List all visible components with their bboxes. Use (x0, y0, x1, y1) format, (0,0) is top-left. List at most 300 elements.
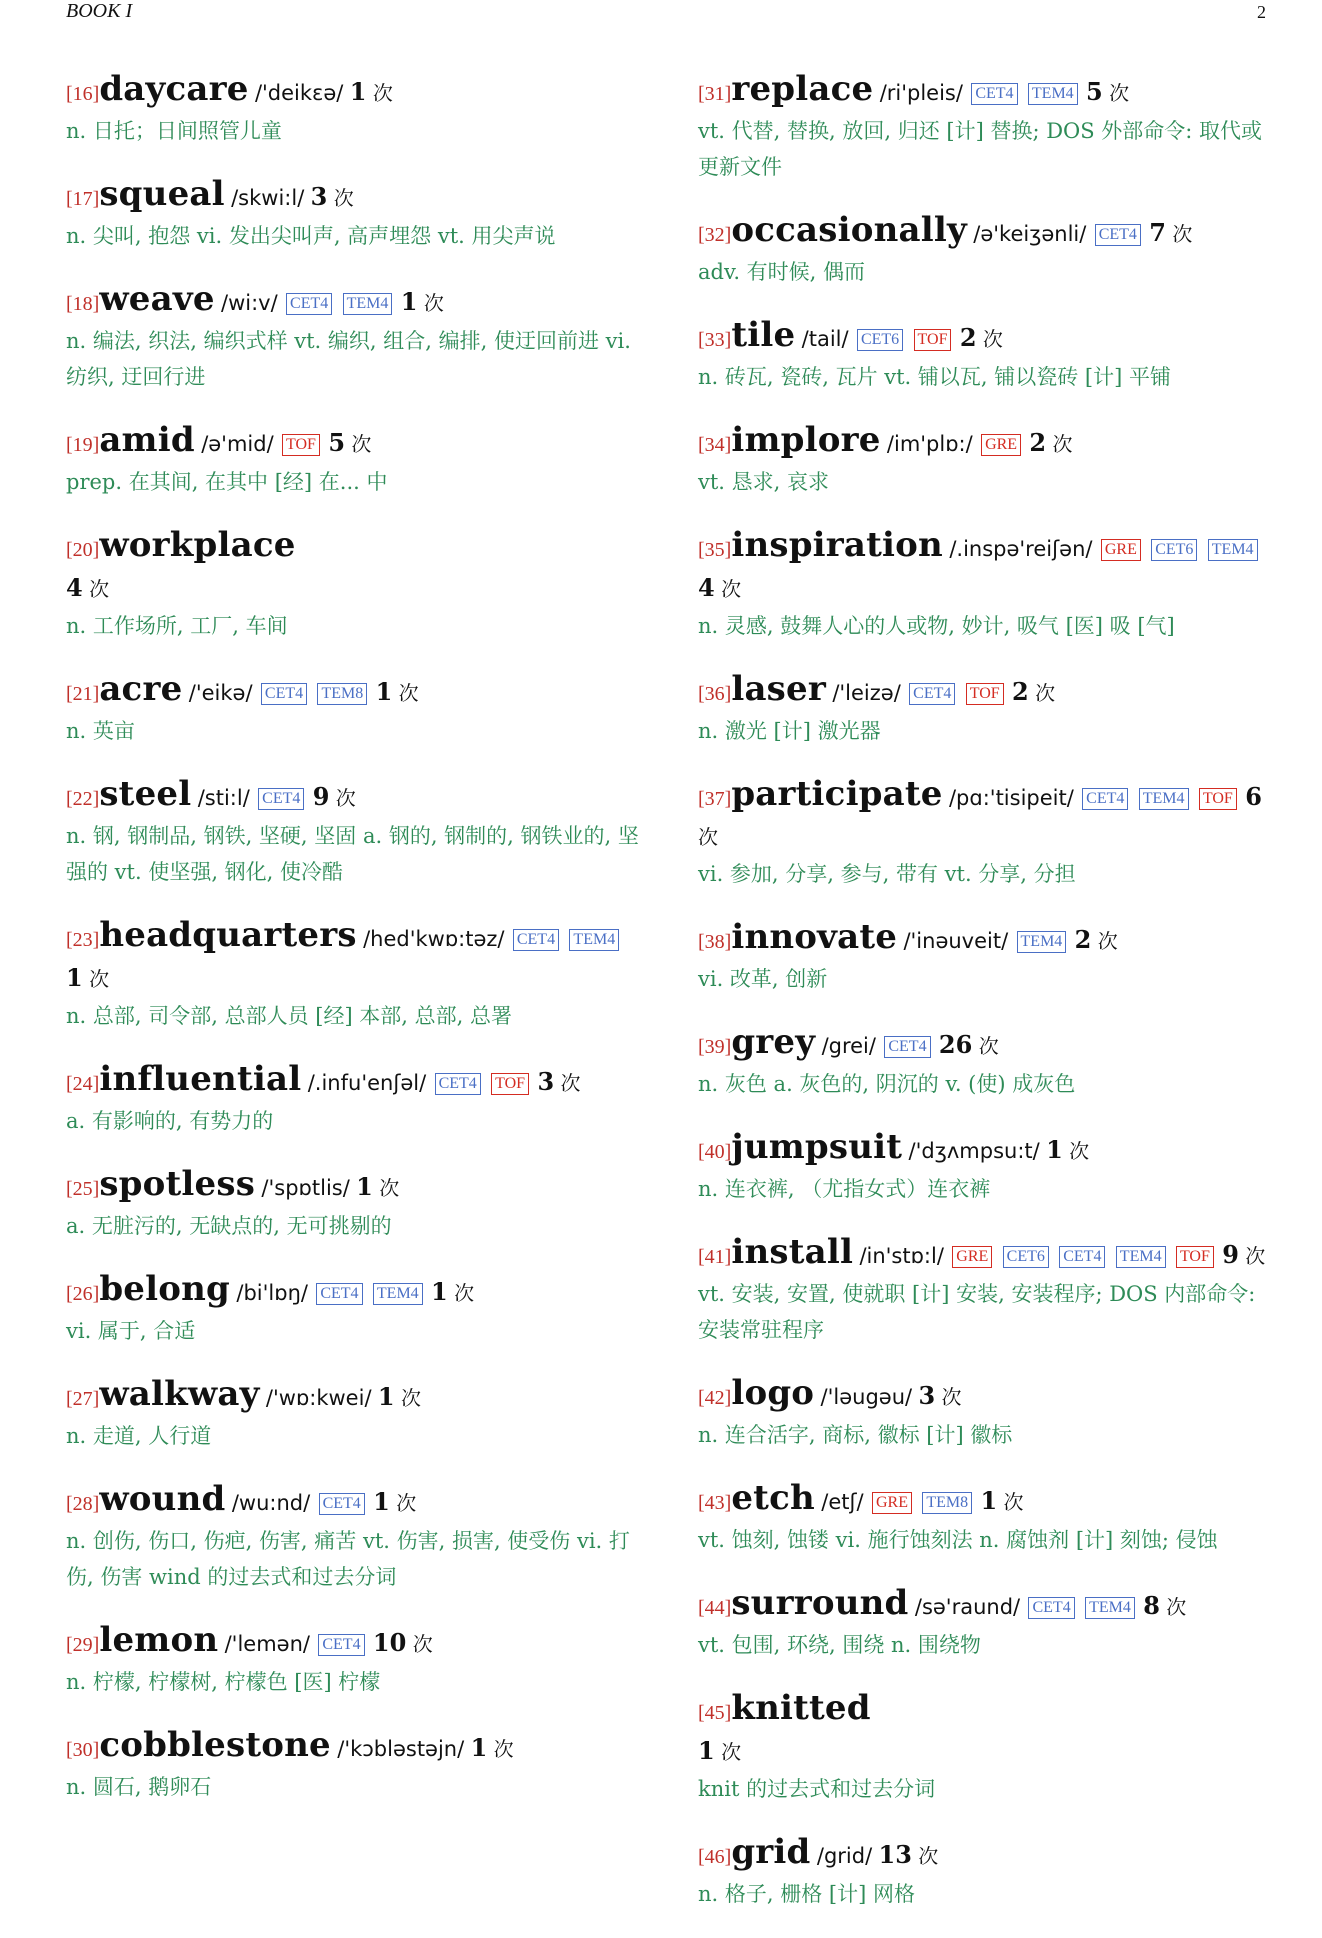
frequency-count (431, 1277, 475, 1306)
definition: vi. 属于, 合适 (66, 1319, 196, 1343)
definition: adv. 有时候, 偶而 (698, 260, 866, 284)
entry-headline (698, 526, 1270, 608)
entry-index: [41] (698, 1246, 732, 1268)
entry-index: [34] (698, 434, 732, 456)
count-unit: 次 (982, 327, 1003, 351)
count-unit: 次 (493, 1737, 514, 1761)
vocab-entry (698, 211, 1270, 290)
entry-headline (698, 316, 1270, 359)
entry-headline (698, 1479, 1270, 1522)
left-column (66, 70, 640, 1831)
count-unit: 次 (721, 577, 742, 601)
count-unit: 次 (89, 967, 110, 991)
count-unit: 次 (89, 577, 110, 601)
frequency-count (470, 1733, 514, 1762)
count-number: 3 (537, 1067, 555, 1096)
vocab-entry (66, 70, 640, 149)
vocab-entry (698, 421, 1270, 500)
count-unit: 次 (412, 1632, 433, 1656)
entry-index: [18] (66, 293, 100, 315)
count-unit: 次 (1109, 81, 1130, 105)
headword: headquarters (99, 915, 357, 955)
frequency-count (1074, 925, 1118, 954)
entry-headline (66, 1480, 640, 1523)
vocab-entry (66, 1621, 640, 1700)
headword: walkway (99, 1374, 260, 1414)
exam-tag: CET6 (857, 329, 903, 351)
count-number: 10 (372, 1628, 407, 1657)
exam-tag: CET4 (1059, 1246, 1105, 1268)
headword: grid (731, 1832, 811, 1872)
exam-tag: GRE (872, 1492, 912, 1514)
headword: steel (99, 774, 192, 814)
vocab-entry (66, 421, 640, 500)
entry-headline (66, 1621, 640, 1664)
headword: cobblestone (99, 1725, 331, 1765)
headword: implore (731, 420, 881, 460)
phonetic: /wu:nd/ (231, 1491, 311, 1515)
definition: n. 日托；日间照管儿童 (66, 119, 282, 143)
headword: surround (731, 1583, 909, 1623)
phonetic: /grei/ (821, 1034, 876, 1058)
entry-index: [31] (698, 83, 732, 105)
definition: n. 连衣裤, （尤指女式）连衣裤 (698, 1177, 991, 1201)
count-number: 1 (375, 677, 393, 706)
entry-index: [23] (66, 929, 100, 951)
vocab-entry (66, 1375, 640, 1454)
phonetic: /'eikə/ (188, 681, 253, 705)
definition: n. 激光 [计] 激光器 (698, 719, 881, 743)
page-header (66, 0, 1266, 30)
vocab-entry (66, 916, 640, 1034)
count-number: 2 (959, 323, 977, 352)
frequency-count (1046, 1135, 1090, 1164)
entry-index: [36] (698, 683, 732, 705)
entry-headline (698, 70, 1270, 113)
count-number: 9 (312, 782, 330, 811)
exam-tag: TOF (491, 1073, 529, 1095)
entry-index: [46] (698, 1846, 732, 1868)
vocab-entry (66, 1165, 640, 1244)
vocab-entry (66, 526, 640, 644)
entry-index: [30] (66, 1739, 100, 1761)
frequency-count (375, 677, 419, 706)
count-unit: 次 (335, 786, 356, 810)
count-unit: 次 (918, 1844, 939, 1868)
headword: belong (99, 1269, 231, 1309)
phonetic: /'ləugəu/ (820, 1385, 913, 1409)
entry-headline (698, 1689, 1270, 1771)
definition: n. 连合活字, 商标, 徽标 [计] 徽标 (698, 1423, 1013, 1447)
count-unit: 次 (398, 681, 419, 705)
frequency-count (312, 782, 356, 811)
headword: daycare (99, 69, 249, 109)
frequency-count (1222, 1240, 1266, 1269)
count-unit: 次 (372, 81, 393, 105)
count-unit: 次 (698, 825, 718, 849)
definition: n. 砖瓦, 瓷砖, 瓦片 vt. 铺以瓦, 铺以瓷砖 [计] 平铺 (698, 365, 1171, 389)
headword: innovate (731, 917, 898, 957)
entry-headline (66, 670, 640, 713)
exam-tag: TEM4 (1208, 539, 1258, 561)
entry-headline (66, 70, 640, 113)
entry-index: [37] (698, 788, 732, 810)
exam-tag: TEM4 (569, 929, 619, 951)
entry-index: [24] (66, 1073, 100, 1095)
phonetic: /wi:v/ (221, 291, 278, 315)
count-number: 9 (1222, 1240, 1239, 1269)
count-unit: 次 (396, 1491, 417, 1515)
exam-tag: CET4 (435, 1073, 481, 1095)
frequency-count (1086, 77, 1130, 106)
definition: vt. 包围, 环绕, 围绕 n. 围绕物 (698, 1633, 981, 1657)
count-unit: 次 (423, 291, 444, 315)
exam-tag: CET4 (909, 683, 955, 705)
count-unit: 次 (1052, 432, 1073, 456)
frequency-count (373, 1487, 417, 1516)
count-unit: 次 (560, 1071, 581, 1095)
entry-index: [38] (698, 931, 732, 953)
phonetic: /im'plɒ:/ (886, 432, 973, 456)
count-unit: 次 (1097, 929, 1118, 953)
definition: n. 柠檬, 柠檬树, 柠檬色 [医] 柠檬 (66, 1670, 381, 1694)
entry-index: [44] (698, 1597, 732, 1619)
entry-index: [17] (66, 188, 100, 210)
frequency-count (310, 182, 354, 211)
exam-tag: TOF (966, 683, 1004, 705)
headword: lemon (99, 1620, 219, 1660)
vocab-entry (698, 1833, 1270, 1912)
exam-tag: TEM4 (1116, 1246, 1166, 1268)
count-number: 1 (400, 287, 418, 316)
headword: spotless (99, 1164, 256, 1204)
headword: etch (731, 1478, 815, 1518)
definition: vt. 恳求, 哀求 (698, 470, 830, 494)
frequency-count (918, 1381, 962, 1410)
frequency-count (698, 1736, 742, 1765)
frequency-count (1143, 1591, 1187, 1620)
exam-tag: CET4 (286, 293, 332, 315)
exam-tag: CET4 (319, 1493, 365, 1515)
count-unit: 次 (1069, 1139, 1090, 1163)
headword: occasionally (731, 210, 967, 250)
phonetic: /'dʒʌmpsu:t/ (908, 1139, 1040, 1163)
count-number: 1 (698, 1736, 715, 1765)
headword: amid (99, 420, 195, 460)
headword: jumpsuit (731, 1127, 903, 1167)
entry-index: [22] (66, 788, 100, 810)
entry-headline (66, 1165, 640, 1208)
phonetic: /ə'keiʒənli/ (973, 222, 1087, 246)
frequency-count (66, 573, 110, 602)
entry-index: [39] (698, 1036, 732, 1058)
exam-tag: CET4 (261, 683, 307, 705)
count-unit: 次 (941, 1385, 962, 1409)
count-unit: 次 (1166, 1595, 1187, 1619)
headword: wound (99, 1479, 226, 1519)
book-title: BOOK I (66, 0, 133, 22)
exam-tag: CET4 (1082, 788, 1128, 810)
count-unit: 次 (978, 1034, 999, 1058)
exam-tag: CET6 (1151, 539, 1197, 561)
vocab-entry (66, 175, 640, 254)
headword: logo (731, 1373, 815, 1413)
count-number: 1 (377, 1382, 395, 1411)
definition: vi. 参加, 分享, 参与, 带有 vt. 分享, 分担 (698, 862, 1076, 886)
vocab-entry (66, 1726, 640, 1805)
headword: tile (731, 315, 796, 355)
count-number: 6 (1245, 782, 1262, 811)
frequency-count (400, 287, 444, 316)
frequency-count (377, 1382, 421, 1411)
entry-headline (66, 280, 640, 323)
definition: n. 尖叫, 抱怨 vi. 发出尖叫声, 高声埋怨 vt. 用尖声说 (66, 224, 556, 248)
frequency-count (1029, 428, 1073, 457)
count-unit: 次 (1003, 1490, 1024, 1514)
entry-index: [45] (698, 1702, 732, 1724)
count-number: 7 (1149, 218, 1166, 247)
headword: squeal (99, 174, 225, 214)
headword: knitted (731, 1688, 871, 1728)
exam-tag: TEM4 (1085, 1597, 1135, 1619)
vocab-entry (66, 280, 640, 395)
headword: laser (731, 669, 826, 709)
entry-headline (66, 775, 640, 818)
count-number: 26 (938, 1030, 973, 1059)
definition: n. 灵感, 鼓舞人心的人或物, 妙计, 吸气 [医] 吸 [气] (698, 614, 1175, 638)
count-number: 2 (1029, 428, 1047, 457)
exam-tag: TOF (914, 329, 952, 351)
headword: replace (731, 69, 874, 109)
headword: workplace (99, 525, 296, 565)
count-number: 3 (310, 182, 328, 211)
entry-index: [42] (698, 1387, 732, 1409)
phonetic: /tail/ (801, 327, 849, 351)
frequency-count (349, 77, 393, 106)
exam-tag: CET4 (1028, 1597, 1074, 1619)
count-number: 1 (431, 1277, 448, 1306)
headword: influential (99, 1059, 302, 1099)
vocab-entry (698, 1023, 1270, 1102)
entry-headline (66, 421, 640, 464)
entry-headline (698, 670, 1270, 713)
entry-headline (698, 421, 1270, 464)
frequency-count (66, 963, 110, 992)
entry-headline (66, 526, 640, 608)
frequency-count (1149, 218, 1193, 247)
phonetic: /etʃ/ (821, 1490, 864, 1514)
headword: weave (99, 279, 215, 319)
entry-index: [33] (698, 329, 732, 351)
entry-headline (66, 175, 640, 218)
entry-index: [20] (66, 539, 100, 561)
vocab-entry (698, 1233, 1270, 1348)
definition: n. 格子, 栅格 [计] 网格 (698, 1882, 915, 1906)
count-number: 1 (66, 963, 83, 992)
phonetic: /'spɒtlis/ (261, 1176, 350, 1200)
entry-index: [21] (66, 683, 100, 705)
exam-tag: TEM8 (922, 1492, 972, 1514)
entry-index: [28] (66, 1493, 100, 1515)
vocab-entry (66, 670, 640, 749)
exam-tag: GRE (1101, 539, 1141, 561)
phonetic: /.inspə'reiʃən/ (949, 537, 1093, 561)
exam-tag: TOF (1199, 788, 1237, 810)
vocab-entry (698, 918, 1270, 997)
frequency-count (537, 1067, 581, 1096)
definition: n. 钢, 钢制品, 钢铁, 坚硬, 坚固 a. 钢的, 钢制的, 钢铁业的, 坚强的 vt. 使坚强, 钢化, 使冷酷 (66, 824, 639, 884)
exam-tag: TEM4 (1017, 931, 1067, 953)
count-unit: 次 (1172, 222, 1193, 246)
count-number: 1 (356, 1172, 373, 1201)
vocab-entry (66, 1480, 640, 1595)
definition: vt. 安装, 安置, 使就职 [计] 安装, 安装程序; DOS 内部命令: 安装常驻程序 (698, 1282, 1256, 1342)
entry-index: [40] (698, 1141, 732, 1163)
entry-headline (66, 916, 640, 998)
phonetic: /in'stɒ:l/ (859, 1244, 944, 1268)
exam-tag: GRE (981, 434, 1021, 456)
count-number: 2 (1012, 677, 1029, 706)
frequency-count (938, 1030, 999, 1059)
entry-index: [25] (66, 1178, 100, 1200)
exam-tag: CET4 (884, 1036, 930, 1058)
frequency-count (1012, 677, 1056, 706)
definition: n. 工作场所, 工厂, 车间 (66, 614, 288, 638)
entry-index: [16] (66, 83, 100, 105)
entry-headline (66, 1060, 640, 1103)
exam-tag: TEM8 (317, 683, 367, 705)
vocab-entry (698, 1584, 1270, 1663)
vocab-entry (698, 1689, 1270, 1807)
count-number: 2 (1074, 925, 1092, 954)
frequency-count (959, 323, 1003, 352)
phonetic: /'kɔbləstəjn/ (337, 1737, 465, 1761)
right-column (698, 70, 1270, 1938)
entry-headline (698, 211, 1270, 254)
vocab-entry (698, 526, 1270, 644)
count-number: 1 (1046, 1135, 1063, 1164)
phonetic: /'lemən/ (224, 1632, 310, 1656)
count-unit: 次 (400, 1386, 421, 1410)
entry-headline (66, 1375, 640, 1418)
definition: a. 有影响的, 有势力的 (66, 1109, 274, 1133)
vocab-entry (698, 670, 1270, 749)
phonetic: /bi'lɒŋ/ (236, 1281, 308, 1305)
exam-tag: CET4 (318, 1634, 364, 1656)
frequency-count (372, 1628, 433, 1657)
phonetic: /sti:l/ (197, 786, 250, 810)
definition: n. 英亩 (66, 719, 135, 743)
count-unit: 次 (721, 1740, 742, 1764)
exam-tag: GRE (952, 1246, 992, 1268)
count-number: 1 (470, 1733, 488, 1762)
exam-tag: CET4 (1095, 224, 1141, 246)
exam-tag: TOF (1176, 1246, 1214, 1268)
entry-index: [29] (66, 1634, 100, 1656)
definition: n. 创伤, 伤口, 伤疤, 伤害, 痛苦 vt. 伤害, 损害, 使受伤 vi. 打伤, 伤害 wind 的过去式和过去分词 (66, 1529, 630, 1589)
vocab-entry (698, 1374, 1270, 1453)
count-unit: 次 (1035, 681, 1056, 705)
exam-tag: CET6 (1003, 1246, 1049, 1268)
definition: n. 总部, 司令部, 总部人员 [经] 本部, 总部, 总署 (66, 1004, 513, 1028)
phonetic: /'leizə/ (832, 681, 901, 705)
phonetic: /grid/ (816, 1844, 873, 1868)
phonetic: /sə'raund/ (914, 1595, 1021, 1619)
entry-headline (698, 1233, 1270, 1276)
vocab-entry (698, 1479, 1270, 1558)
exam-tag: TEM4 (343, 293, 393, 315)
count-unit: 次 (1245, 1244, 1266, 1268)
phonetic: /skwi:l/ (231, 186, 305, 210)
count-number: 1 (349, 77, 367, 106)
frequency-count (698, 573, 742, 602)
entry-headline (698, 1584, 1270, 1627)
count-number: 5 (328, 428, 346, 457)
exam-tag: TOF (282, 434, 320, 456)
phonetic: /.infu'enʃəl/ (307, 1071, 427, 1095)
frequency-count (328, 428, 372, 457)
exam-tag: TEM4 (1028, 83, 1078, 105)
exam-tag: CET4 (316, 1283, 362, 1305)
phonetic: /'inəuveit/ (903, 929, 1009, 953)
entry-headline (698, 918, 1270, 961)
headword: grey (731, 1022, 816, 1062)
count-number: 13 (878, 1840, 912, 1869)
entry-index: [19] (66, 434, 100, 456)
entry-index: [27] (66, 1388, 100, 1410)
entry-index: [43] (698, 1492, 732, 1514)
count-number: 4 (66, 573, 83, 602)
definition: a. 无脏污的, 无缺点的, 无可挑剔的 (66, 1214, 392, 1238)
count-number: 3 (918, 1381, 936, 1410)
exam-tag: TEM4 (1139, 788, 1189, 810)
entry-index: [26] (66, 1283, 100, 1305)
exam-tag: CET4 (258, 788, 304, 810)
phonetic: /ri'pleis/ (879, 81, 963, 105)
definition: vt. 蚀刻, 蚀镂 vi. 施行蚀刻法 n. 腐蚀剂 [计] 刻蚀; 侵蚀 (698, 1528, 1218, 1552)
phonetic: /'deikɛə/ (254, 81, 344, 105)
frequency-count (356, 1172, 400, 1201)
phonetic: /hed'kwɒ:təz/ (363, 927, 505, 951)
entry-headline (698, 1128, 1270, 1171)
definition: vi. 改革, 创新 (698, 967, 828, 991)
vocab-entry (66, 775, 640, 890)
exam-tag: TEM4 (373, 1283, 423, 1305)
count-unit: 次 (333, 186, 354, 210)
definition: knit 的过去式和过去分词 (698, 1777, 936, 1801)
page-number: 2 (1257, 2, 1266, 22)
frequency-count (980, 1486, 1024, 1515)
count-number: 1 (980, 1486, 998, 1515)
count-unit: 次 (379, 1176, 400, 1200)
definition: n. 编法, 织法, 编织式样 vt. 编织, 组合, 编排, 使迂回前进 vi. 纺织, 迂回行进 (66, 329, 631, 389)
vocab-entry (66, 1270, 640, 1349)
headword: inspiration (731, 525, 943, 565)
exam-tag: CET4 (513, 929, 559, 951)
count-number: 4 (698, 573, 715, 602)
entry-headline (698, 1023, 1270, 1066)
count-number: 1 (373, 1487, 390, 1516)
entry-headline (66, 1726, 640, 1769)
entry-index: [32] (698, 224, 732, 246)
definition: n. 走道, 人行道 (66, 1424, 212, 1448)
phonetic: /pɑ:'tisipeit/ (948, 786, 1074, 810)
headword: install (731, 1232, 854, 1272)
count-unit: 次 (454, 1281, 475, 1305)
entry-headline (698, 1374, 1270, 1417)
entry-index: [35] (698, 539, 732, 561)
vocab-entry (698, 70, 1270, 185)
